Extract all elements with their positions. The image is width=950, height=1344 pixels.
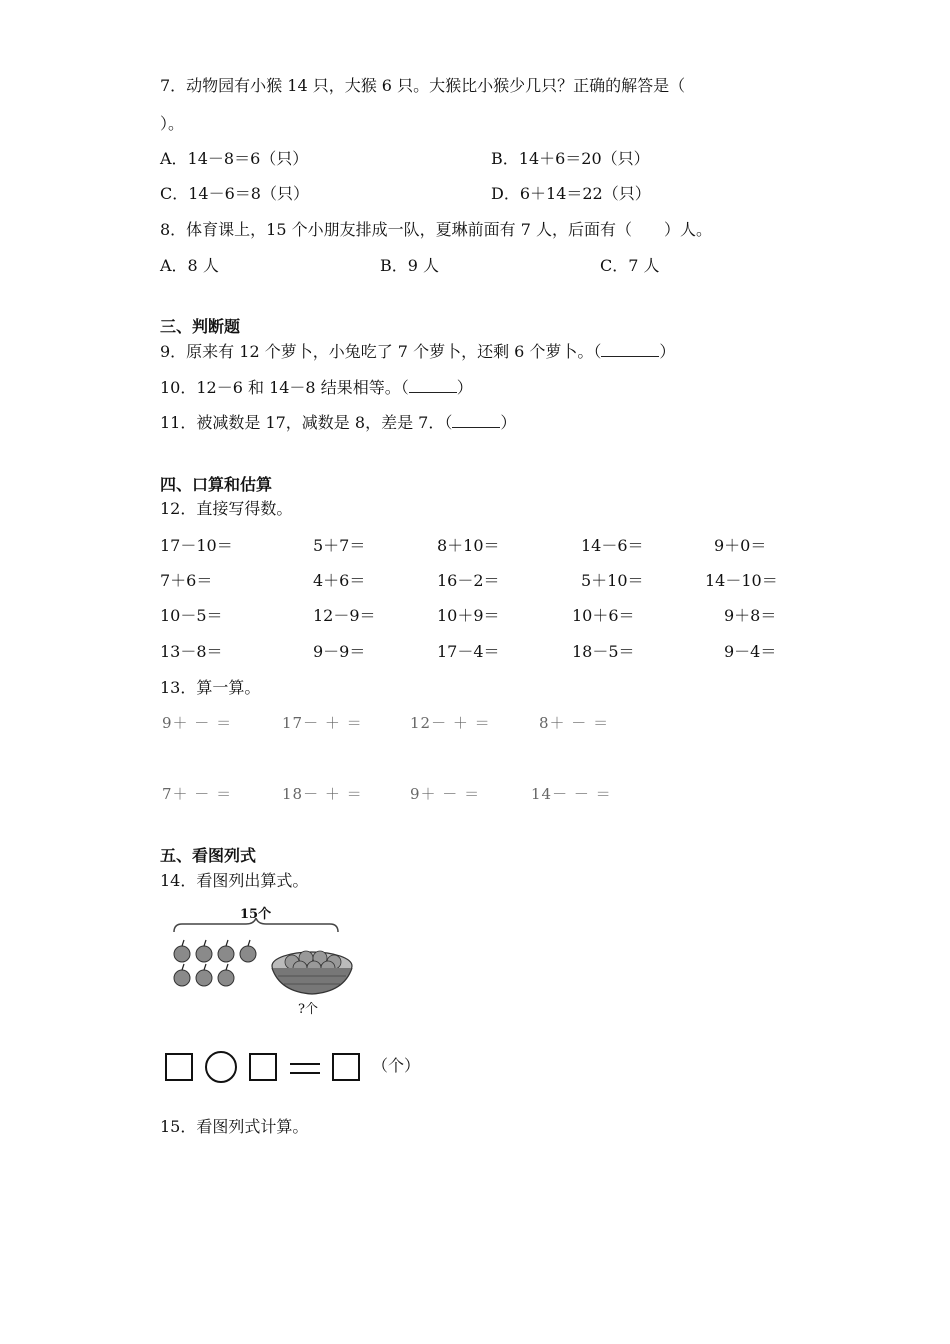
q8-option-c[interactable]: C．7 人: [600, 256, 660, 275]
q10-text: 10．12－6 和 14－8 结果相等。（: [160, 378, 409, 397]
basket-icon: [272, 951, 352, 994]
section-4-title: 四、口算和估算: [160, 475, 273, 494]
q10-close: ）: [456, 378, 473, 397]
q13-item: 7＋ － ＝: [162, 785, 233, 803]
q13-item: 8＋ － ＝: [539, 714, 610, 732]
q12-item: 17－10＝: [160, 536, 233, 555]
q8-option-a[interactable]: A．8 人: [160, 256, 219, 275]
q12-item: 10＋6＝: [572, 606, 635, 625]
q12-item: 18－5＝: [572, 642, 635, 661]
q7-text: 7．动物园有小猴 14 只，大猴 6 只。大猴比小猴少几只？正确的解答是（: [160, 76, 686, 95]
q12-item: 10＋9＝: [437, 606, 500, 625]
q12-item: 8＋10＝: [437, 536, 500, 555]
q13-item: 18－ ＋ ＝: [282, 785, 363, 803]
q12-item: 9－4＝: [724, 642, 777, 661]
q13-item: 9＋ － ＝: [410, 785, 481, 803]
q9-statement: [160, 342, 675, 362]
q13-title: 13．算一算。: [160, 678, 261, 697]
q7-option-c[interactable]: C．14－6＝8（只）: [160, 184, 309, 203]
section-5-title: 五、看图列式: [160, 846, 257, 865]
q7-option-b[interactable]: B．14＋6＝20（只）: [491, 149, 650, 168]
q9-answer-blank[interactable]: [601, 342, 659, 357]
q9-close: ）: [659, 342, 676, 361]
q10-statement: [160, 378, 473, 398]
q10-answer-blank[interactable]: [409, 378, 457, 393]
q11-statement: [160, 413, 516, 433]
q12-item: 14－10＝: [705, 571, 778, 590]
q12-title: 12．直接写得数。: [160, 499, 293, 518]
q12-item: 5＋10＝: [581, 571, 644, 590]
q11-text: 11．被减数是 17，减数是 8，差是 7．（: [160, 413, 453, 432]
q12-item: 10－5＝: [160, 606, 223, 625]
q7-option-a[interactable]: A．14－8＝6（只）: [160, 149, 309, 168]
q12-item: 9－9＝: [313, 642, 366, 661]
q12-item: 14－6＝: [581, 536, 644, 555]
answer-box-1[interactable]: [165, 1053, 193, 1081]
answer-unit: （个）: [372, 1056, 421, 1075]
q8-text: 8．体育课上，15 个小朋友排成一队，夏琳前面有 7 人，后面有（ ）人。: [160, 220, 712, 239]
q12-item: 16－2＝: [437, 571, 500, 590]
q9-text: 9．原来有 12 个萝卜，小兔吃了 7 个萝卜，还剩 6 个萝卜。（: [160, 342, 602, 361]
figure-unknown-label: ?个: [298, 1002, 318, 1017]
q8-option-b[interactable]: B．9 人: [380, 256, 440, 275]
q12-item: 5＋7＝: [313, 536, 366, 555]
q7-text-cont: ）。: [160, 114, 185, 133]
q12-item: 7＋6＝: [160, 571, 213, 590]
q12-item: 4＋6＝: [313, 571, 366, 590]
q13-item: 12－ ＋ ＝: [410, 714, 491, 732]
operator-circle[interactable]: [205, 1051, 237, 1083]
answer-box-result[interactable]: [332, 1053, 360, 1081]
q7-option-d[interactable]: D．6＋14＝22（只）: [491, 184, 651, 203]
q12-item: 9＋8＝: [724, 606, 777, 625]
q13-item: 14－ － ＝: [531, 785, 612, 803]
equals-sign: [290, 1061, 320, 1075]
q13-item: 17－ ＋ ＝: [282, 714, 363, 732]
q12-item: 17－4＝: [437, 642, 500, 661]
q14-title: 14．看图列出算式。: [160, 871, 309, 890]
q11-close: ）: [500, 413, 517, 432]
q11-answer-blank[interactable]: [452, 413, 500, 428]
figure-total-label: 15个: [240, 907, 272, 922]
q15-title: 15．看图列式计算。: [160, 1117, 309, 1136]
section-3-title: 三、判断题: [160, 317, 241, 336]
q12-item: 13－8＝: [160, 642, 223, 661]
brace-icon: [174, 918, 338, 932]
q12-item: 9＋0＝: [714, 536, 767, 555]
q12-item: 12－9＝: [313, 606, 376, 625]
q13-item: 9＋ － ＝: [162, 714, 233, 732]
fruit-group-icon: [174, 946, 256, 986]
answer-box-2[interactable]: [249, 1053, 277, 1081]
fruit-figure: [168, 918, 358, 1028]
